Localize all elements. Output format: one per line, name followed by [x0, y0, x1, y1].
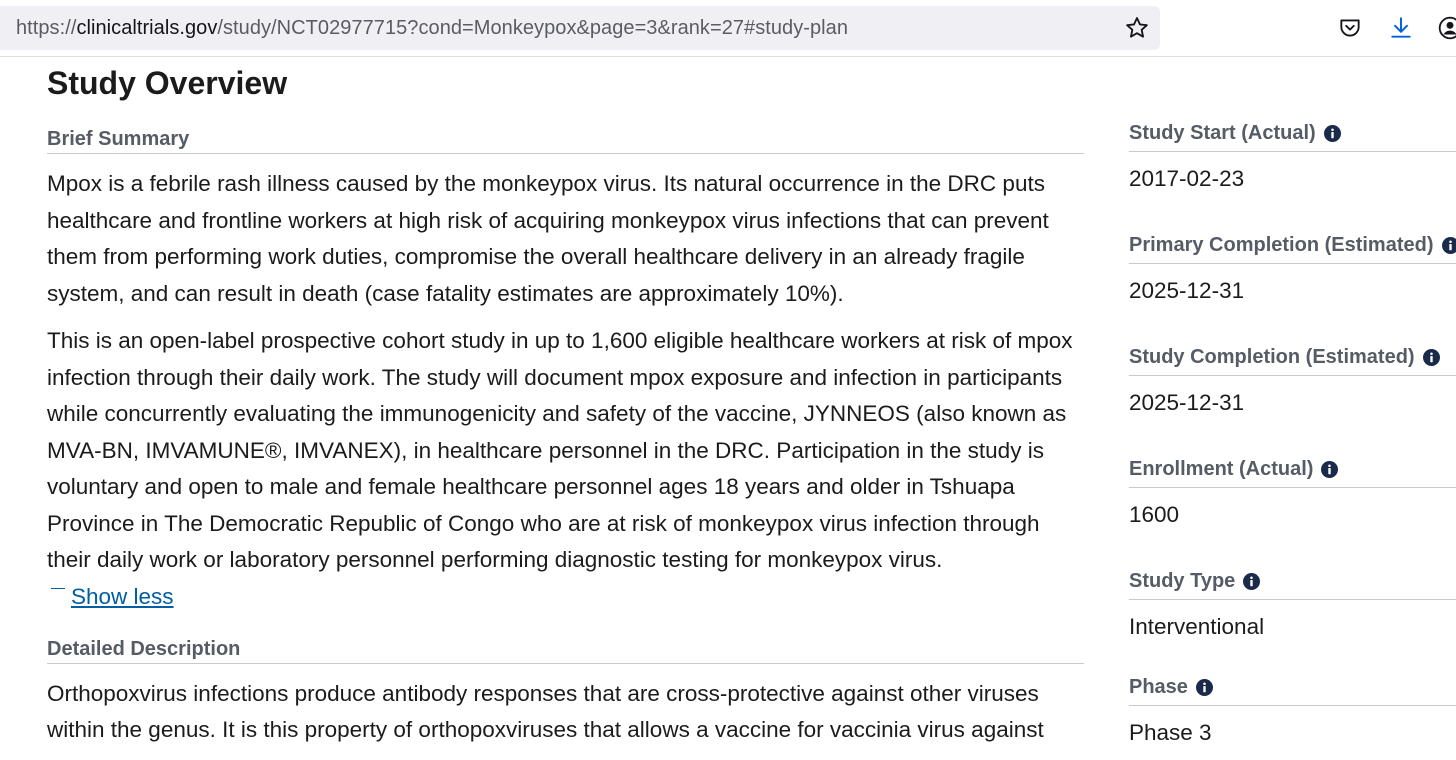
info-icon[interactable]	[1321, 461, 1338, 478]
info-icon[interactable]	[1442, 237, 1456, 254]
brief-summary-paragraph: This is an open-label prospective cohort study in up to 1,600 eligible healthcare workers at risk of mpox infection through their daily work. The study will document mpox exposure and infection in participants while concurrently evaluating the immunogenicity and safety of the vaccine, JYNNEOS (also known as MVA-BN, IMVAMUNE®, IMVANEX), in healthcare personnel in the DRC. Participation in the study is voluntary and open to male and female healthcare personnel ages 18 years and older in Tshuapa Province in The Democratic Republic of Congo who are at risk of monkeypox virus infection through their daily work or laboratory personnel performing diagnostic testing for monkeypox virus.	[47, 328, 1073, 572]
page-content	[0, 57, 1456, 760]
show-less-link[interactable]: Show less	[71, 583, 174, 609]
page-title: Study Overview	[47, 65, 288, 101]
brief-summary-label: Brief Summary	[47, 125, 1084, 154]
detailed-description-text: Orthopoxvirus infections produce antibody responses that are cross-protective against other viruses within the genus. It is this property of orthopoxviruses that allows a vaccine for vaccinia virus against	[47, 680, 1044, 742]
fact-value: 2025-12-31	[1129, 278, 1245, 303]
main-column	[47, 125, 1084, 749]
detailed-description-label: Detailed Description	[47, 635, 1084, 664]
pocket-icon[interactable]	[1337, 15, 1363, 41]
info-icon[interactable]	[1423, 349, 1440, 366]
fact-label: Primary Completion (Estimated)	[1129, 234, 1434, 256]
fact-label: Study Start (Actual)	[1129, 122, 1316, 144]
star-icon[interactable]	[1124, 15, 1150, 41]
info-icon[interactable]	[1196, 679, 1213, 696]
minus-icon	[51, 588, 65, 590]
fact-study-start	[1129, 119, 1456, 231]
fact-phase	[1129, 673, 1456, 760]
url-scheme: https://	[16, 17, 77, 39]
download-icon[interactable]	[1388, 15, 1414, 41]
fact-value: 2025-12-31	[1129, 390, 1245, 415]
fact-label: Study Completion (Estimated)	[1129, 346, 1415, 368]
fact-label: Enrollment (Actual)	[1129, 458, 1314, 480]
show-less-toggle[interactable]	[47, 579, 1084, 615]
fact-enrollment	[1129, 455, 1456, 567]
fact-value: Phase 3	[1129, 720, 1212, 745]
detailed-description-section	[47, 635, 1084, 749]
info-icon[interactable]	[1324, 125, 1341, 142]
url-host: clinicaltrials.gov	[76, 17, 218, 39]
fact-label: Phase	[1129, 676, 1188, 698]
fact-study-type	[1129, 567, 1456, 673]
fact-study-completion	[1129, 343, 1456, 455]
study-facts-sidebar	[1129, 119, 1456, 760]
fact-value: Interventional	[1129, 614, 1265, 639]
fact-value: 1600	[1129, 502, 1180, 527]
browser-toolbar	[0, 0, 1456, 57]
url-path: /study/NCT02977715?cond=Monkeypox&page=3&rank=27#study-plan	[217, 17, 848, 39]
brief-summary-section	[47, 125, 1084, 615]
brief-summary-paragraph: Mpox is a febrile rash illness caused by the monkeypox virus. Its natural occurrence in the DRC puts healthcare and frontline workers at high risk of acquiring monkeypox virus infections that can prevent them from performing work duties, compromise the overall healthcare delivery in an already fragile system, and can result in death (case fatality estimates are approximately 10%).	[47, 171, 1049, 306]
url-text[interactable]	[16, 6, 848, 50]
fact-value: 2017-02-23	[1129, 166, 1245, 191]
fact-label: Study Type	[1129, 570, 1236, 592]
account-icon[interactable]	[1437, 15, 1456, 41]
info-icon[interactable]	[1243, 573, 1260, 590]
url-bar[interactable]	[0, 6, 1160, 50]
fact-primary-completion	[1129, 231, 1456, 343]
